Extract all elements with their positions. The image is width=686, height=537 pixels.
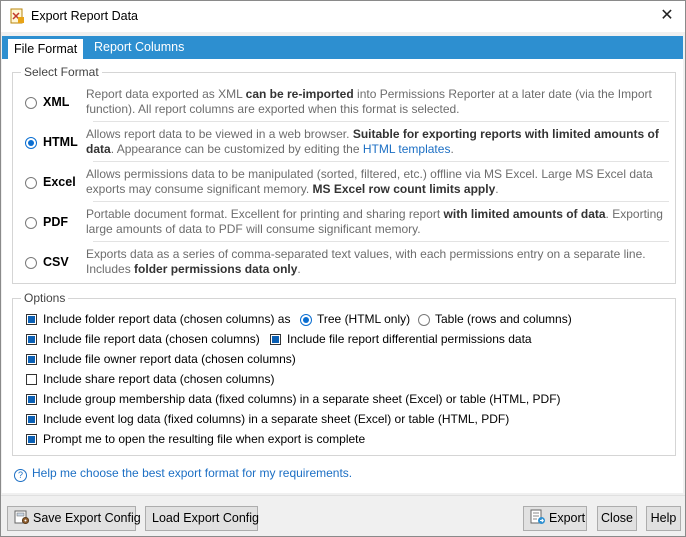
prompt-open-label[interactable]: Prompt me to open the resulting file when export is complete [43, 432, 366, 446]
divider [93, 121, 669, 122]
event-log-checkbox[interactable] [26, 414, 37, 425]
divider [93, 161, 669, 162]
format-option-excel[interactable] [13, 165, 671, 205]
group-membership-label[interactable]: Include group membership data (fixed columns) in a separate sheet (Excel) or table (HTML, PDF) [43, 392, 561, 406]
group-membership-checkbox[interactable] [26, 394, 37, 405]
tree-radio[interactable] [300, 314, 312, 326]
file-format-panel [2, 59, 683, 493]
event-log-label[interactable]: Include event log data (fixed columns) in a separate sheet (Excel) or table (HTML, PDF) [43, 412, 510, 426]
format-option-xml[interactable] [13, 85, 671, 125]
divider [93, 201, 669, 202]
help-button[interactable]: Help [646, 506, 681, 531]
pdf-description: Portable document format. Excellent for printing and sharing report with limited amounts of data. Exporting large amounts of data to PDF will consume significant memory. [86, 207, 663, 236]
pdf-label[interactable]: PDF [43, 215, 68, 229]
tab-file-format[interactable]: File Format [7, 38, 84, 60]
prompt-open-checkbox[interactable] [26, 434, 37, 445]
options-legend: Options [21, 291, 68, 305]
tab-report-columns[interactable]: Report Columns [94, 40, 185, 54]
format-option-csv[interactable] [13, 245, 671, 285]
close-button[interactable]: Close [597, 506, 637, 531]
title-bar [1, 1, 685, 32]
file-report-checkbox[interactable] [26, 334, 37, 345]
window-title: Export Report Data [31, 9, 138, 23]
export-icon [530, 509, 546, 525]
table-label[interactable]: Table (rows and columns) [435, 312, 572, 326]
xml-label[interactable]: XML [43, 95, 70, 109]
file-diff-checkbox[interactable] [270, 334, 281, 345]
help-choose-format-link[interactable]: ? Help me choose the best export format for my requirements. [14, 466, 352, 482]
html-description: Allows report data to be viewed in a web browser. Suitable for exporting reports with limited amounts of data. Appearance can be customized by editing the HTML templates. [86, 127, 659, 156]
pdf-radio[interactable] [25, 217, 37, 229]
table-radio[interactable] [418, 314, 430, 326]
report-export-icon [9, 8, 25, 24]
html-label[interactable]: HTML [43, 135, 78, 149]
save-export-config-button[interactable]: Save Export Config [7, 506, 136, 531]
file-report-label[interactable]: Include file report data (chosen columns) [43, 332, 260, 346]
format-option-html[interactable] [13, 125, 671, 165]
question-circle-icon: ? [14, 469, 27, 482]
share-report-checkbox[interactable] [26, 374, 37, 385]
close-window-icon[interactable]: ✕ [660, 7, 674, 24]
format-option-pdf[interactable] [13, 205, 671, 245]
save-config-icon [14, 509, 30, 525]
options-group [12, 291, 676, 456]
csv-label[interactable]: CSV [43, 255, 69, 269]
select-format-group [12, 65, 676, 284]
csv-description: Exports data as a series of comma-separated text values, with each permissions entry on a separate line. Includes folder permissions data only. [86, 247, 646, 276]
xml-radio[interactable] [25, 97, 37, 109]
export-button[interactable]: Export [523, 506, 587, 531]
excel-label[interactable]: Excel [43, 175, 76, 189]
select-format-legend: Select Format [21, 65, 102, 79]
file-owner-checkbox[interactable] [26, 354, 37, 365]
divider [93, 241, 669, 242]
folder-report-label[interactable]: Include folder report data (chosen columns) as [43, 312, 291, 326]
csv-radio[interactable] [25, 257, 37, 269]
file-owner-label[interactable]: Include file owner report data (chosen columns) [43, 352, 296, 366]
share-report-label[interactable]: Include share report data (chosen columns) [43, 372, 275, 386]
excel-description: Allows permissions data to be manipulated (sorted, filtered, etc.) offline via MS Excel. Large MS Excel data exports may consume significant memory. MS Excel row count limits apply. [86, 167, 653, 196]
load-export-config-button[interactable]: Load Export Config [145, 506, 258, 531]
tab-bar [2, 36, 683, 59]
tree-label[interactable]: Tree (HTML only) [317, 312, 411, 326]
html-templates-link[interactable]: HTML templates [362, 142, 451, 156]
footer-divider [1, 495, 685, 496]
file-diff-label[interactable]: Include file report differential permissions data [287, 332, 532, 346]
folder-report-checkbox[interactable] [26, 314, 37, 325]
excel-radio[interactable] [25, 177, 37, 189]
xml-description: Report data exported as XML can be re-imported into Permissions Reporter at a later date (via the Import function). All report columns are exported when this format is selected. [86, 87, 652, 116]
html-radio[interactable] [25, 137, 37, 149]
